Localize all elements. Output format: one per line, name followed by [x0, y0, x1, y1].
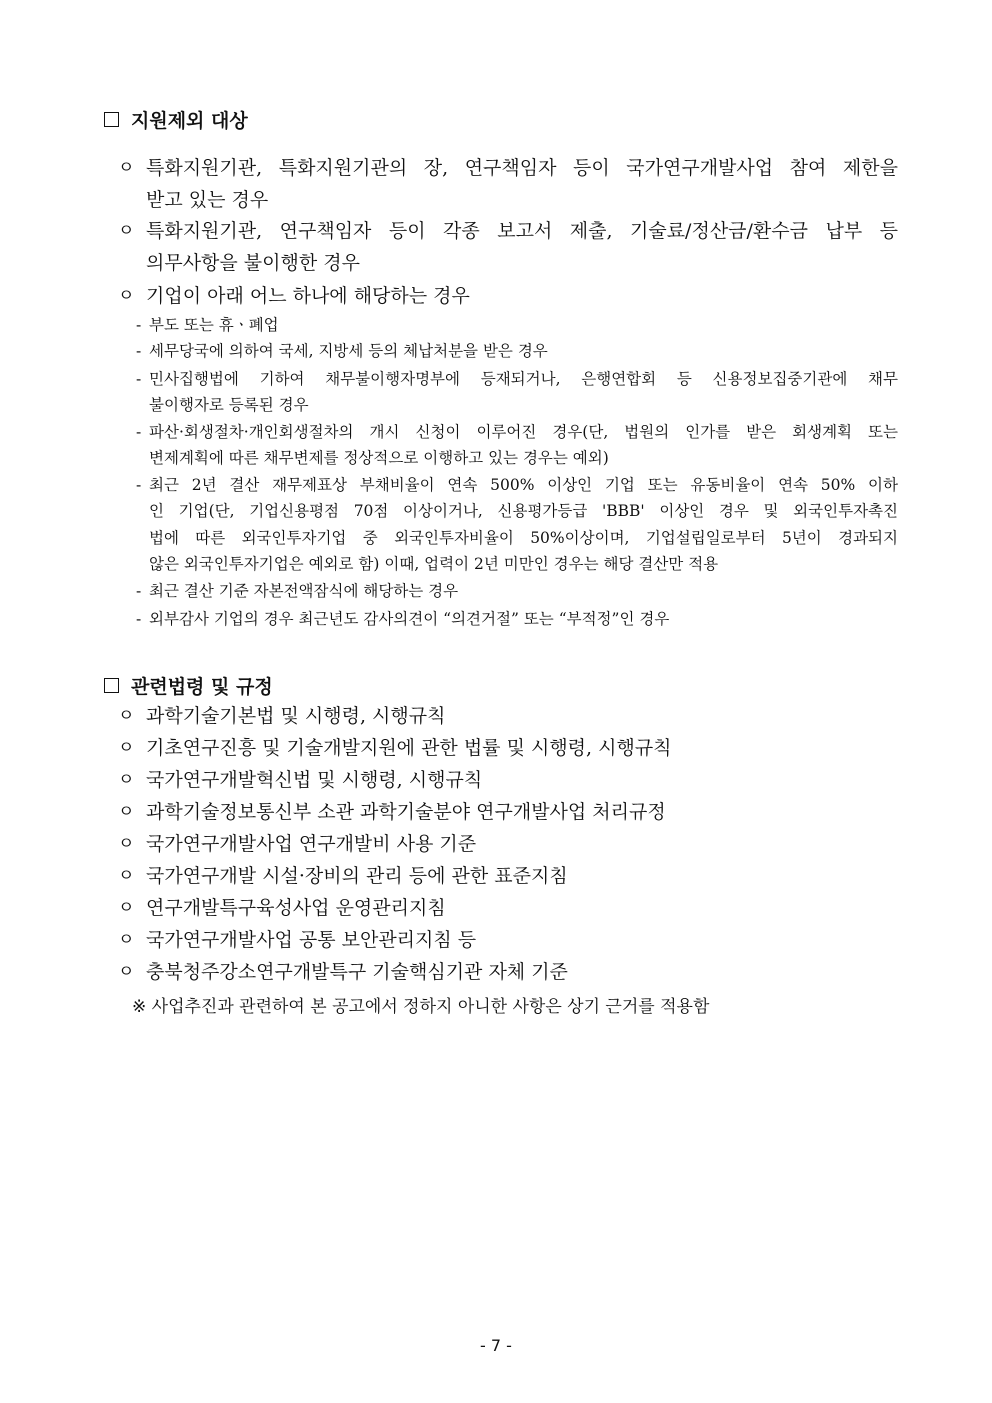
sub-list-item-text: 법에 따른 외국인투자기업 중 외국인투자비율이 50%이상이며, 기업설립일로부터 5년이 경과되지	[149, 529, 898, 547]
circle-bullet-icon: ㅇ	[118, 866, 135, 886]
circle-bullet-icon: ㅇ	[118, 221, 135, 241]
section-title: 지원제외 대상	[131, 110, 248, 132]
reference-note: ※ 사업추진과 관련하여 본 공고에서 정하지 아니한 사항은 상기 근거를 적용함	[132, 997, 710, 1017]
circle-bullet-icon: ㅇ	[118, 706, 135, 726]
dash-bullet-icon: -	[136, 370, 142, 388]
list-item-text: 국가연구개발 시설·장비의 관리 등에 관한 표준지침	[146, 865, 568, 887]
dash-bullet-icon: -	[136, 476, 142, 494]
dash-bullet-icon: -	[136, 582, 142, 600]
list-item-text: 과학기술기본법 및 시행령, 시행규칙	[146, 705, 446, 727]
dash-bullet-icon: -	[136, 342, 142, 360]
section-title: 관련법령 및 규정	[131, 676, 273, 698]
circle-bullet-icon: ㅇ	[118, 158, 135, 178]
sub-list-item-text: 민사집행법에 기하여 채무불이행자명부에 등재되거나, 은행연합회 등 신용정보집중기관에 채무	[149, 370, 898, 388]
dash-bullet-icon: -	[136, 316, 142, 334]
circle-bullet-icon: ㅇ	[118, 286, 135, 306]
checkbox-square-icon	[104, 112, 119, 127]
circle-bullet-icon: ㅇ	[118, 930, 135, 950]
list-item-text: 과학기술정보통신부 소관 과학기술분야 연구개발사업 처리규정	[146, 801, 666, 823]
dash-bullet-icon: -	[136, 423, 142, 441]
dash-bullet-icon: -	[136, 610, 142, 628]
sub-list-item-text: 인 기업(단, 기업신용평점 70점 이상이거나, 신용평가등급 'BBB' 이상인 경우 및 외국인투자촉진	[149, 502, 898, 520]
circle-bullet-icon: ㅇ	[118, 962, 135, 982]
sub-list-item-text: 최근 결산 기준 자본전액잠식에 해당하는 경우	[149, 582, 459, 600]
checkbox-square-icon	[104, 678, 119, 693]
sub-list-item-text: 최근 2년 결산 재무제표상 부채비율이 연속 500% 이상인 기업 또는 유동비율이 연속 50% 이하	[149, 476, 898, 494]
sub-list-item-text: 파산·회생절차·개인회생절차의 개시 신청이 이루어진 경우(단, 법원의 인가를 받은 회생계획 또는	[149, 423, 898, 441]
list-item-text: 국가연구개발사업 연구개발비 사용 기준	[146, 833, 477, 855]
list-item-text: 기업이 아래 어느 하나에 해당하는 경우	[146, 285, 470, 307]
circle-bullet-icon: ㅇ	[118, 834, 135, 854]
list-item-text: 충북청주강소연구개발특구 기술핵심기관 자체 기준	[146, 961, 568, 983]
circle-bullet-icon: ㅇ	[118, 770, 135, 790]
sub-list-item-text: 불이행자로 등록된 경우	[149, 396, 309, 414]
circle-bullet-icon: ㅇ	[118, 802, 135, 822]
page-number: - 7 -	[480, 1336, 512, 1355]
sub-list-item-text: 외부감사 기업의 경우 최근년도 감사의견이 “의견거절” 또는 “부적정”인 경우	[149, 610, 670, 628]
section-heading-exclusions	[104, 106, 248, 133]
list-item-text: 받고 있는 경우	[146, 189, 269, 211]
sub-list-item-text: 않은 외국인투자기업은 예외로 함) 이때, 업력이 2년 미만인 경우는 해당 결산만 적용	[149, 555, 719, 573]
list-item-text: 특화지원기관, 특화지원기관의 장, 연구책임자 등이 국가연구개발사업 참여 제한을	[146, 157, 898, 179]
list-item-text: 연구개발특구육성사업 운영관리지침	[146, 897, 446, 919]
list-item-text: 기초연구진흥 및 기술개발지원에 관한 법률 및 시행령, 시행규칙	[146, 737, 672, 759]
sub-list-item-text: 세무당국에 의하여 국세, 지방세 등의 체납처분을 받은 경우	[149, 342, 548, 360]
circle-bullet-icon: ㅇ	[118, 738, 135, 758]
list-item-text: 국가연구개발사업 공통 보안관리지침 등	[146, 929, 477, 951]
sub-list-item-text: 부도 또는 휴ㆍ폐업	[149, 316, 279, 334]
circle-bullet-icon: ㅇ	[118, 898, 135, 918]
section-heading-regulations	[104, 672, 273, 699]
list-item-text: 의무사항을 불이행한 경우	[146, 252, 360, 274]
sub-list-item-text: 변제계획에 따른 채무변제를 정상적으로 이행하고 있는 경우는 예외)	[149, 449, 609, 467]
list-item-text: 국가연구개발혁신법 및 시행령, 시행규칙	[146, 769, 483, 791]
list-item-text: 특화지원기관, 연구책임자 등이 각종 보고서 제출, 기술료/정산금/환수금 납부 등	[146, 220, 898, 242]
